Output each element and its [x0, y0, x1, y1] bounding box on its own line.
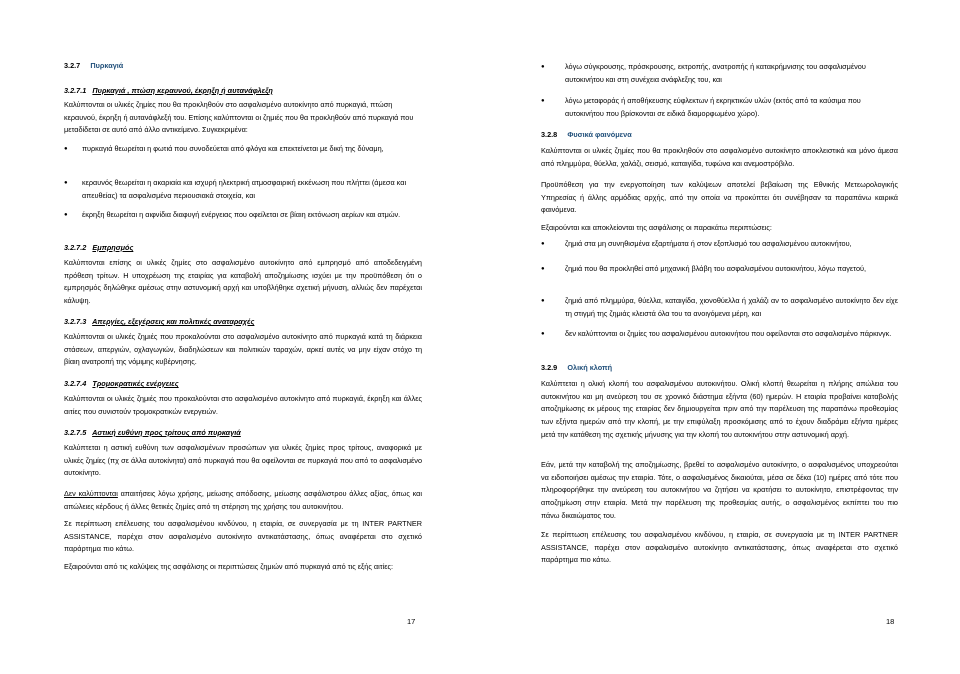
subsection-title: Αστική ευθύνη προς τρίτους από πυρκαγιά — [92, 428, 241, 437]
paragraph: Σε περίπτωση επέλευσης του ασφαλισμένου κινδύνου, η εταιρία, σε συνεργασία με τη INTER PARTNER ASSISTANCE, παρέχει στον ασφαλισμένο αυτοκίνητο αντικατάστασης, όπως αναφέρεται στο σχετικό παράρτημα πιο κάτω. — [541, 530, 898, 565]
subsection-number: 3.2.7.1 — [64, 86, 87, 95]
bullet-item: λόγω μεταφοράς ή αποθήκευσης εύφλεκτων ή εκρηκτικών υλών (εκτός από τα καύσιμα που αυτοκινήτου που βρίσκονται σε ειδικά διαμορφωμένο χώρο). — [565, 96, 861, 118]
paragraph: Εξαιρούνται από τις καλύψεις της ασφάλισης οι περιπτώσεις ζημιών από πυρκαγιά από τις εξής αιτίες: — [64, 562, 394, 571]
paragraph: Καλύπτονται οι υλικές ζημιές που προκαλούνται στο ασφαλισμένο αυτοκίνητο από πυρκαγιά κατά τη διάρκεια στάσεων, απεργιών, οχλαγωγιών, διαδηλώσεων και πολιτικών ταραχών, αρκεί αυτές να μην είχαν στόχο τη βίαιη ανατροπή της νόμιμης κυβέρνησης. — [64, 332, 422, 367]
paragraph-text: απαιτήσεις λόγω χρήσης, μείωσης απόδοσης, μείωσης ασφάλιστρου άλλες αξίας, όπως και απώλειες κέρδους ή άλλες θετικές ζημίες από τη στέρηση της χρήσης του αυτοκινήτου. — [64, 489, 423, 511]
paragraph: Καλύπτονται οι υλικές ζημιές που προκαλούνται στο ασφαλισμένο αυτοκίνητο από πυρκαγιά, έκρηξη και άλλες αιτίες που συνιστούν τρομοκρατικών ενεργειών. — [64, 394, 422, 416]
page-right — [480, 0, 960, 674]
subsection-heading-3-2-7-2 — [64, 242, 422, 255]
paragraph: Εξαιρούνται και αποκλείονται της ασφάλισης οι παρακάτω περιπτώσεις: — [541, 223, 772, 232]
section-title: Πυρκαγιά — [90, 61, 124, 70]
page-number: 18 — [886, 617, 895, 626]
bullet-item: δεν καλύπτονται οι ζημίες του ασφαλισμένου αυτοκινήτου που οφείλονται στο ασφαλισμένο πάρκινγκ. — [565, 329, 892, 338]
subsection-title: Πυρκαγιά , πτώση κεραυνού, έκρηξη ή αυτανάφλεξη — [92, 86, 273, 95]
subsection-number: 3.2.7.4 — [64, 379, 87, 388]
section-heading-3-2-8 — [541, 129, 898, 142]
bullet-item: ζημιά από πλημμύρα, θύελλα, καταιγίδα, χιονοθύελλα ή χαλάζι αν το ασφαλισμένο αυτοκίνητο δεν είχε τη στιγμή της ζημιάς κλειστά όλα του τα ανοιγόμενα μέρη, και — [565, 296, 898, 318]
subsection-title: Εμπρησμός — [92, 243, 134, 252]
section-title: Φυσικά φαινόμενα — [567, 130, 632, 139]
subsection-title: Απεργίες, εξεγέρσεις και πολιτικές αναταραχές — [92, 317, 255, 326]
page-number: 17 — [407, 617, 416, 626]
subsection-number: 3.2.7.5 — [64, 428, 87, 437]
bullet-item: λόγω σύγκρουσης, πρόσκρουσης, εκτροπής, ανατροπής ή κατακρήμνισης του ασφαλισμένου αυτοκινήτου και στη συνέχεια ανάφλεξης του, και — [565, 62, 866, 84]
bullet-icon: ● — [64, 212, 68, 218]
subsection-heading-3-2-7-3 — [64, 316, 422, 329]
section-heading-3-2-7 — [64, 60, 422, 73]
bullet-item: κεραυνός θεωρείται η ακαριαία και ισχυρή ηλεκτρική ατμοσφαιρική εκκένωση που πλήττει (άμεσα και απευθείας) τα ασφαλισμένα περιουσιακά στοιχεία, και — [82, 178, 407, 200]
bullet-item: ζημιά που θα προκληθεί από μηχανική βλάβη του ασφαλισμένου αυτοκινήτου, λόγω παγετού, — [565, 264, 867, 273]
paragraph: Εάν, μετά την καταβολή της αποζημίωσης, βρεθεί το ασφαλισμένο αυτοκίνητο, ο ασφαλισμένος υποχρεούται να ειδοποιήσει αμέσως την εταιρία. Τότε, ο ασφαλισμένος δικαιούται, μέσα σε δέκα (10) ημέρες από τότε που πληροφορήθηκε την ανεύρεση του αυτοκινήτου να ζητήσει να κρατήσει το αυτοκίνητο, επιστρέφοντας την αποζημίωση στην εταιρία. Μετά την παρέλευση της προθεσμίας αυτής, ο ασφαλισμένος εκπίπτει του πιο πάνω δικαιώματος του. — [541, 460, 898, 520]
underlined-text: Δεν καλύπτονται — [64, 489, 118, 498]
bullet-icon: ● — [64, 180, 68, 186]
paragraph: Καλύπτονται οι υλικές ζημίες που θα προκληθούν στο ασφαλισμένο αυτοκίνητο αποκλειστικά και μόνο άμεσα από πλημμύρα, θύελλα, χαλάζι, σεισμό, καταιγίδα, τυφώνα και ανεμοστρόβιλο. — [541, 146, 898, 168]
subsection-heading-3-2-7-5 — [64, 427, 422, 440]
bullet-icon: ● — [541, 266, 545, 272]
subsection-number: 3.2.7.2 — [64, 243, 87, 252]
bullet-icon: ● — [541, 298, 545, 304]
paragraph: Καλύπτονται επίσης οι υλικές ζημίες στο ασφαλισμένο αυτοκίνητο από εμπρησμό από αποδεδειγμένη πρόθεση τρίτων. Η υποχρέωση της εταιρίας για καταβολή αποζημίωσης ισχύει με την προϋπόθεση ότι ο εμπρησμός δηλώθηκε αμέσως στην αστυνομική αρχή και υποβλήθηκε σχετική μήνυση, αλλιώς δεν παρέχεται κάλυψη. — [64, 258, 422, 306]
bullet-icon: ● — [541, 98, 545, 104]
paragraph: Καλύπτεται η ολική κλοπή του ασφαλισμένου αυτοκινήτου. Ολική κλοπή θεωρείται η πλήρης απώλεια του αυτοκινήτου και μη ανεύρεση του σε χρονικό διάστημα εξήντα (60) ημερών. Η εταιρία προβαίνει καταβολής αποζημίωσης εκ μέρους της εταιρίας δεν δημιουργείται πριν από την παρέλευση της παραπάνω προθεσμίας των εξήντα ημερών από την κλοπή, με την επιφύλαξη προσκόμισης από το έχουν διαδράμει εξήντα ημέρες μετά την κατάθεση της σχετικής μήνυσης για την κλοπή του αυτοκινήτου στην αστυνομική αρχή. — [541, 379, 898, 439]
bullet-item: έκρηξη θεωρείται η αιφνίδια διαφυγή ενέργειας που οφείλεται σε βίαιη εκτόνωση αερίων και ατμών. — [82, 210, 401, 219]
bullet-icon: ● — [541, 241, 545, 247]
paragraph-exclusions — [64, 488, 422, 513]
paragraph: Σε περίπτωση επέλευσης του ασφαλισμένου κινδύνου, η εταιρία, σε συνεργασία με τη INTER PARTNER ASSISTANCE, παρέχει στον ασφαλισμένο αυτοκίνητο αντικατάστασης, όπως αναφέρεται στο σχετικό παράρτημα πιο κάτω. — [64, 519, 422, 554]
subsection-title: Τρομοκρατικές ενέργειες — [92, 379, 179, 388]
bullet-icon: ● — [64, 146, 68, 152]
paragraph: Καλύπτονται οι υλικές ζημίες που θα προκληθούν στο ασφαλισμένο αυτοκίνητο από πυρκαγιά, πτώση κεραυνού, έκρηξη ή αυτανάφλεξή του. Επίσης καλύπτονται οι ζημιές που θα προκληθούν από πυρκαγιά που μεταδίδεται σε αυτό από άλλο αντικείμενο. Συγκεκριμένα: — [64, 100, 414, 135]
bullet-icon: ● — [541, 64, 545, 70]
bullet-item: πυρκαγιά θεωρείται η φωτιά που συνοδεύεται από φλόγα και επεκτείνεται με δική της δύναμη, — [82, 144, 384, 153]
section-title: Ολική κλοπή — [567, 363, 613, 372]
section-number: 3.2.7 — [64, 61, 81, 70]
bullet-icon: ● — [541, 331, 545, 337]
section-number: 3.2.8 — [541, 130, 558, 139]
section-heading-3-2-9 — [541, 362, 898, 375]
bullet-item: ζημιά στα μη συνηθισμένα εξαρτήματα ή στον εξοπλισμό του ασφαλισμένου αυτοκινήτου, — [565, 239, 852, 248]
subsection-heading-3-2-7-4 — [64, 378, 422, 391]
subsection-heading-3-2-7-1 — [64, 85, 422, 98]
subsection-number: 3.2.7.3 — [64, 317, 87, 326]
paragraph: Καλύπτεται η αστική ευθύνη των ασφαλισμένων προσώπων για υλικές ζημίες προς τρίτους, αναφορικά με υλικές ζημίες (πχ σε άλλα αυτοκίνητα) από πυρκαγιά που θα οφείλονται σε πυρκαγιά που από το ασφαλισμένο αυτοκίνητο. — [64, 443, 422, 478]
section-number: 3.2.9 — [541, 363, 558, 372]
paragraph: Προϋπόθεση για την ενεργοποίηση των καλύψεων αποτελεί βεβαίωση της Εθνικής Μετεωρολογικής Υπηρεσίας ή άλλης αρμόδιας αρχής, από την οποία να προκύπτει ότι συνέβησαν τα παραπάνω καιρικά φαινόμενα. — [541, 180, 898, 215]
